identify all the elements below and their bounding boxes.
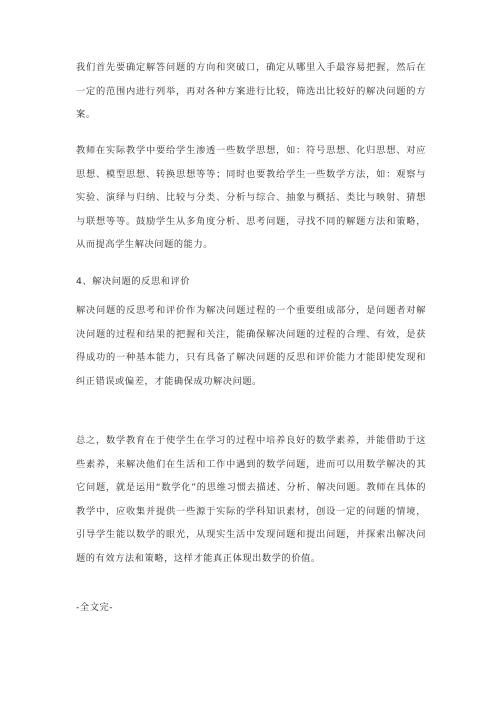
paragraph-reflection-evaluation: 解决问题的反思考和评价作为解决问题过程的一个重要组成部分，是问题者对解决问题的过程和结果的把握和关注，能确保解决问题的过程的合理、有效，是获得成功的一种基本能力，只有具备了解决问题的反思和评价能力才能即使发现和纠正错误或偏差，才能确保成功解决问题。 <box>76 305 426 387</box>
paragraph-math-thinking-methods: 教师在实际教学中要给学生渗透一些数学思想，如：符号思想、化归思想、对应思想、模型思想、转换思想等等；同时也要教给学生一些数学方法，如：观察与实验、演绎与归纳、比较与分类、分析与综合、抽象与概括、类比与映射、猜想与联想等等。鼓励学生从多角度分析、思考问题，寻找不同的解题方法和策略，从而提高学生解决问题的能力。 <box>76 145 426 251</box>
paragraph-conclusion: 总之，数学教育在于使学生在学习的过程中培养良好的数学素养，并能借助于这些素养，来解决他们在生活和工作中遇到的数学问题，进而可以用数学解决的其它问题，就是运用“数学化”的思维习惯去描述、分析、解决问题。教师在具体的教学中，应收集并提供一些源于实际的学科知识素材，创设一定的问题的情境，引导学生能以数学的眼光，从现实生活中发现问题和提出问题，并探索出解决问题的有效方法和策略，这样才能真正体现出数学的价值。 <box>76 435 426 564</box>
section-heading-reflection-evaluation: 4、解决问题的反思和评价 <box>76 276 191 287</box>
paragraph-problem-solving-direction: 我们首先要确定解答问题的方向和突破口，确定从哪里入手最容易把握，然后在一定的范围内进行列举，再对各种方案进行比较，筛选出比较好的解决问题的方案。 <box>76 62 426 121</box>
end-of-document-mark: -全文完- <box>76 602 114 613</box>
